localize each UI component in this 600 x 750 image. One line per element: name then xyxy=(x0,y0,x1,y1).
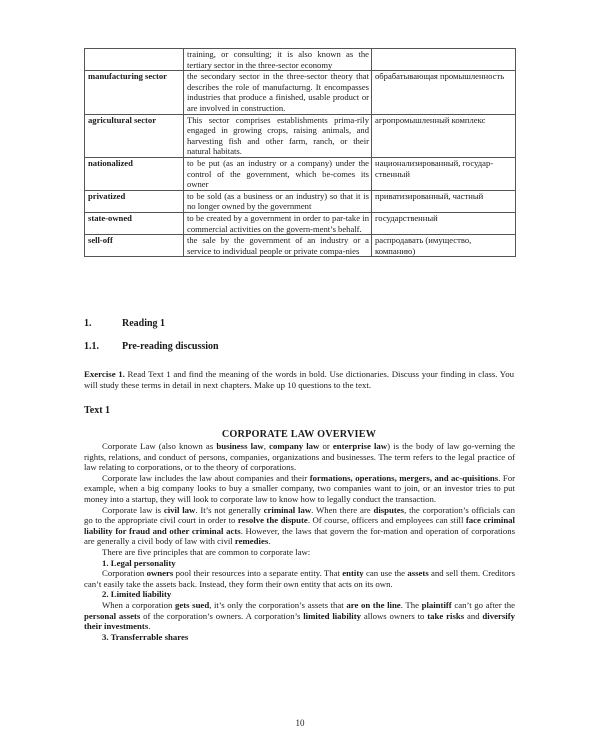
paragraph xyxy=(84,473,515,505)
vocab-definition: This sector comprises establishments prima-rily engaged in growing crops, raising animals, and harvesting fish and other farm, ranch, or their natural habitats. xyxy=(184,114,372,157)
text-run: . It’s not generally xyxy=(195,504,264,515)
vocab-row xyxy=(85,71,516,114)
vocab-translation: приватизированный, частный xyxy=(372,190,516,212)
vocab-definition: to be created by a government in order to par-take in commercial activities on the govern-ment’s behalf. xyxy=(184,212,372,234)
key-term: limited liability xyxy=(303,610,362,621)
text-run: . Of course, officers and employees can still xyxy=(307,515,466,526)
principle-heading: 2. Limited liability xyxy=(102,589,172,600)
vocab-translation: распродавать (имущество, компанию) xyxy=(372,235,516,257)
text-run: When a corporation xyxy=(102,599,175,610)
vocabulary-table xyxy=(84,48,516,257)
text-label: Text 1 xyxy=(84,405,111,416)
text-run: . When there are xyxy=(311,504,374,515)
vocab-translation: государственный xyxy=(372,212,516,234)
vocab-definition: to be sold (as a business or an industry) so that it is no longer owned by the government xyxy=(184,190,372,212)
text-run: can’t go after the xyxy=(451,599,515,610)
vocab-row xyxy=(85,49,516,71)
page-number: 10 xyxy=(295,718,305,728)
text-run: of the corporation’s owners. A corporation’s xyxy=(140,610,304,621)
text-run: allows owners to xyxy=(361,610,428,621)
text-run: . The xyxy=(400,599,422,610)
vocab-row xyxy=(85,190,516,212)
article-title: CORPORATE LAW OVERVIEW xyxy=(221,429,377,440)
vocab-row xyxy=(85,235,516,257)
text-run: , it’s only the corporation’s assets that xyxy=(209,599,347,610)
text-run: . For example, when a big company looks to buy a smaller company, two companies want to join, or an investor tries to put money into a startup, they will look to corporate law to know how to legally conduct the transaction. xyxy=(84,472,516,504)
vocab-row xyxy=(85,114,516,157)
text-run: There are five principles that are common to corporate law: xyxy=(102,546,311,557)
key-term: assets xyxy=(407,568,429,579)
text-run: , xyxy=(263,441,270,451)
key-term: gets sued xyxy=(174,599,210,610)
key-term: disputes xyxy=(373,504,405,515)
text-run: Corporate Law (also known as xyxy=(102,441,217,451)
key-term: enterprise law xyxy=(332,441,388,451)
text-run: . xyxy=(148,621,151,632)
paragraph xyxy=(84,568,515,589)
vocab-term: privatized xyxy=(85,190,184,212)
key-term: face criminal liability for fraud and other criminal acts xyxy=(84,515,515,536)
text-run: and sell them. Creditors can’t easily take the assets back. Instead, they form their own entity that acts on its own. xyxy=(84,568,515,589)
text-run: . However, the laws that govern the for-mation and operation of corporations are generally a civil body of law with civil xyxy=(84,525,515,547)
text-run: and xyxy=(464,610,483,621)
vocab-translation: национализированный, государ-ственный xyxy=(372,157,516,190)
key-term: entity xyxy=(342,568,364,579)
paragraph xyxy=(84,505,515,547)
paragraph xyxy=(84,441,515,473)
vocab-term: manufacturing sector xyxy=(85,71,184,114)
text-run: , the corporation’s officials can go to the appropriate civil court in order to xyxy=(84,504,515,526)
key-term: company law xyxy=(269,441,320,451)
key-term: are on the line xyxy=(346,599,401,610)
vocab-term: agricultural sector xyxy=(85,114,184,157)
vocab-definition: the sale by the government of an industry or a service to individual people or private compa-nies xyxy=(184,235,372,257)
principle-heading: 3. Transferrable shares xyxy=(102,631,189,642)
key-term: formations, operations, mergers, and ac-quisitions xyxy=(309,472,499,483)
vocab-row xyxy=(85,212,516,234)
paragraph xyxy=(84,600,515,632)
vocab-term: nationalized xyxy=(85,157,184,190)
vocab-definition: training, or consulting; it is also known as the tertiary sector in the three-sector economy xyxy=(184,49,372,71)
text-run: Corporate law is xyxy=(102,504,164,515)
vocab-definition: to be put (as an industry or a company) under the control of the government, which be-comes its owner xyxy=(184,157,372,190)
key-term: civil law xyxy=(163,504,196,515)
principle-heading: 1. Legal personality xyxy=(102,557,176,568)
text-run: Corporation xyxy=(102,568,147,579)
section-heading-reading: 1. Reading 1 xyxy=(84,318,166,329)
vocab-translation xyxy=(372,49,516,71)
vocab-translation: обрабатывающая промышленность xyxy=(372,71,516,114)
key-term: resolve the dispute xyxy=(237,515,308,526)
vocab-definition: the secondary sector in the three-sector theory that describes the role of manufacturng. It encompasses industries that produce a finished, usable product or are involved in construction. xyxy=(184,71,372,114)
paragraph xyxy=(84,547,515,558)
vocab-term: sell-off xyxy=(85,235,184,257)
key-term: business law xyxy=(216,441,264,451)
key-term: owners xyxy=(146,568,174,579)
key-term: diversify their investments xyxy=(84,610,515,632)
exercise-text: Read Text 1 and find the meaning of the words in bold. Use dictionaries. Discuss your finding in class. You will study these terms in detail in next chapters. Make up 10 questions to the text. xyxy=(84,369,515,390)
key-term: personal assets xyxy=(84,610,141,621)
text-run: or xyxy=(319,441,333,451)
text-run: pool their resources into a separate entity. That xyxy=(173,568,343,579)
key-term: criminal law xyxy=(263,504,312,515)
vocab-row xyxy=(85,157,516,190)
vocab-translation: агропромышленный комплекс xyxy=(372,114,516,157)
key-term: take risks xyxy=(427,610,465,621)
key-term: plaintiff xyxy=(421,599,452,610)
section-heading-pre-reading: 1.1. Pre-reading discussion xyxy=(84,341,219,352)
vocab-term: state-owned xyxy=(85,212,184,234)
exercise-instructions xyxy=(84,369,514,391)
text-run: ) is the body of law go-verning the rights, relations, and conduct of persons, companies, organizations and businesses. The term refers to the legal practice of law relating to corporations, or to the theory of corporations. xyxy=(84,441,515,473)
text-run: can use the xyxy=(363,568,408,579)
article-body xyxy=(84,441,515,642)
key-term: remedies xyxy=(234,536,269,547)
text-run: . xyxy=(268,536,271,547)
text-run: Corporate law includes the law about companies and their xyxy=(102,472,310,483)
exercise-label: Exercise 1. xyxy=(84,369,125,379)
vocab-term xyxy=(85,49,184,71)
